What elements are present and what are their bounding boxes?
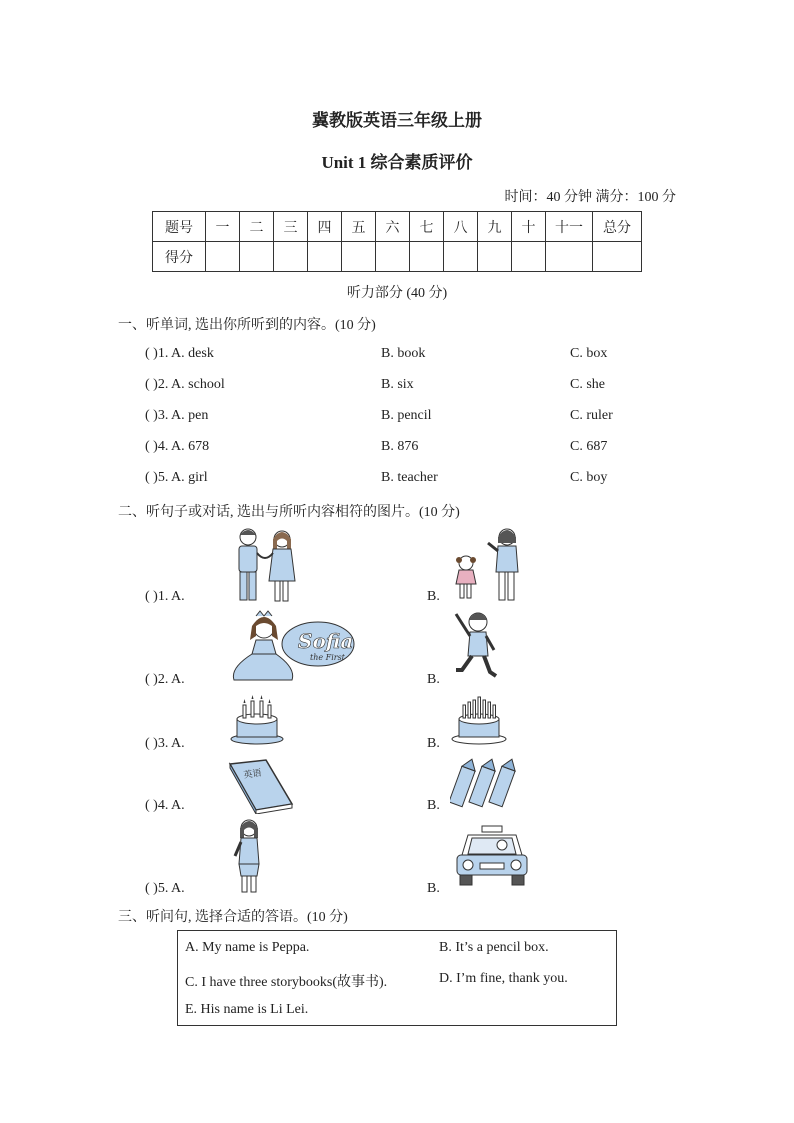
- score-table-score-row: [153, 242, 642, 272]
- score-col: 八: [444, 212, 478, 242]
- s1-q5: ( )5. A. girl: [145, 470, 208, 485]
- score-cell[interactable]: [342, 242, 376, 272]
- section1-heading: 一、听单词, 选出你所听到的内容。(10 分): [118, 318, 376, 333]
- s2-q5-label-b: B.: [427, 881, 440, 896]
- s2-q4-label-a: ( )4. A.: [145, 798, 185, 813]
- s1-q4-c: C. 687: [570, 439, 608, 454]
- page-subtitle: Unit 1 综合素质评价: [321, 153, 473, 172]
- score-cell[interactable]: [274, 242, 308, 272]
- taxi-image: [454, 825, 530, 887]
- score-col: 三: [274, 212, 308, 242]
- score-cell[interactable]: [240, 242, 274, 272]
- s1-q2-c: C. she: [570, 377, 605, 392]
- s1-q2-b: B. six: [381, 377, 414, 392]
- score-cell[interactable]: [410, 242, 444, 272]
- score-cell[interactable]: [478, 242, 512, 272]
- s1-q3: ( )3. A. pen: [145, 408, 209, 423]
- sofia-logo-subtext: the First: [310, 653, 345, 662]
- score-col: 五: [342, 212, 376, 242]
- option-b: B. It’s a pencil box.: [439, 940, 549, 955]
- princess-sofia-image: [228, 610, 356, 684]
- s2-q5-label-a: ( )5. A.: [145, 881, 185, 896]
- option-c: C. I have three storybooks(故事书).: [185, 975, 388, 990]
- english-book-image: [226, 758, 294, 814]
- option-e: E. His name is Li Lei.: [185, 1002, 309, 1017]
- answer-options-box: [177, 930, 617, 1026]
- section2-heading: 二、听句子或对话, 选出与所听内容相符的图片。(10 分): [118, 505, 460, 520]
- s1-q5-c: C. boy: [570, 470, 608, 485]
- score-table-header-row: [153, 212, 642, 242]
- score-cell[interactable]: [593, 242, 642, 272]
- score-col: 十一: [546, 212, 593, 242]
- s1-q3-c: C. ruler: [570, 408, 613, 423]
- listening-heading: 听力部分 (40 分): [346, 286, 448, 301]
- score-cell[interactable]: [444, 242, 478, 272]
- woman-standing-image: [232, 818, 266, 894]
- s1-q5-b: B. teacher: [381, 470, 438, 485]
- score-cell[interactable]: [546, 242, 593, 272]
- s2-q3-label-b: B.: [427, 736, 440, 751]
- score-cell[interactable]: [206, 242, 240, 272]
- score-col: 九: [478, 212, 512, 242]
- option-d: D. I’m fine, thank you.: [439, 971, 568, 986]
- score-col: 总分: [593, 212, 642, 242]
- s2-q1-label-a: ( )1. A.: [145, 589, 185, 604]
- score-cell[interactable]: [376, 242, 410, 272]
- score-cell[interactable]: [512, 242, 546, 272]
- score-table-row-label: 题号: [153, 212, 206, 242]
- s1-q1-b: B. book: [381, 346, 426, 361]
- s1-q1: ( )1. A. desk: [145, 346, 214, 361]
- score-col: 一: [206, 212, 240, 242]
- s1-q2: ( )2. A. school: [145, 377, 225, 392]
- sofia-logo-text: Sofia: [298, 629, 354, 653]
- cake-image: [230, 695, 284, 745]
- s1-q3-b: B. pencil: [381, 408, 432, 423]
- s2-q2-label-b: B.: [427, 672, 440, 687]
- section3-heading: 三、听问句, 选择合适的答语。(10 分): [118, 910, 348, 925]
- score-table-row-label: 得分: [153, 242, 206, 272]
- s1-q4-b: B. 876: [381, 439, 419, 454]
- cake-many-candles-image: [451, 693, 507, 745]
- teacher-and-girl-image: [452, 527, 524, 603]
- running-boy-image: [450, 610, 500, 684]
- handshake-image: [230, 527, 300, 603]
- crayons-image: [450, 756, 520, 812]
- option-a: A. My name is Peppa.: [185, 940, 310, 955]
- score-col: 七: [410, 212, 444, 242]
- s1-q1-c: C. box: [570, 346, 608, 361]
- s2-q2-label-a: ( )2. A.: [145, 672, 185, 687]
- score-col: 四: [308, 212, 342, 242]
- book-cover-text: 英语: [243, 768, 263, 781]
- score-table: [152, 211, 642, 272]
- page-title: 冀教版英语三年级上册: [312, 111, 482, 130]
- score-col: 六: [376, 212, 410, 242]
- s2-q3-label-a: ( )3. A.: [145, 736, 185, 751]
- time-info: 时间：40 分钟 满分：100 分: [504, 190, 676, 205]
- score-col: 十: [512, 212, 546, 242]
- s2-q4-label-b: B.: [427, 798, 440, 813]
- score-cell[interactable]: [308, 242, 342, 272]
- score-col: 二: [240, 212, 274, 242]
- s1-q4: ( )4. A. 678: [145, 439, 210, 454]
- s2-q1-label-b: B.: [427, 589, 440, 604]
